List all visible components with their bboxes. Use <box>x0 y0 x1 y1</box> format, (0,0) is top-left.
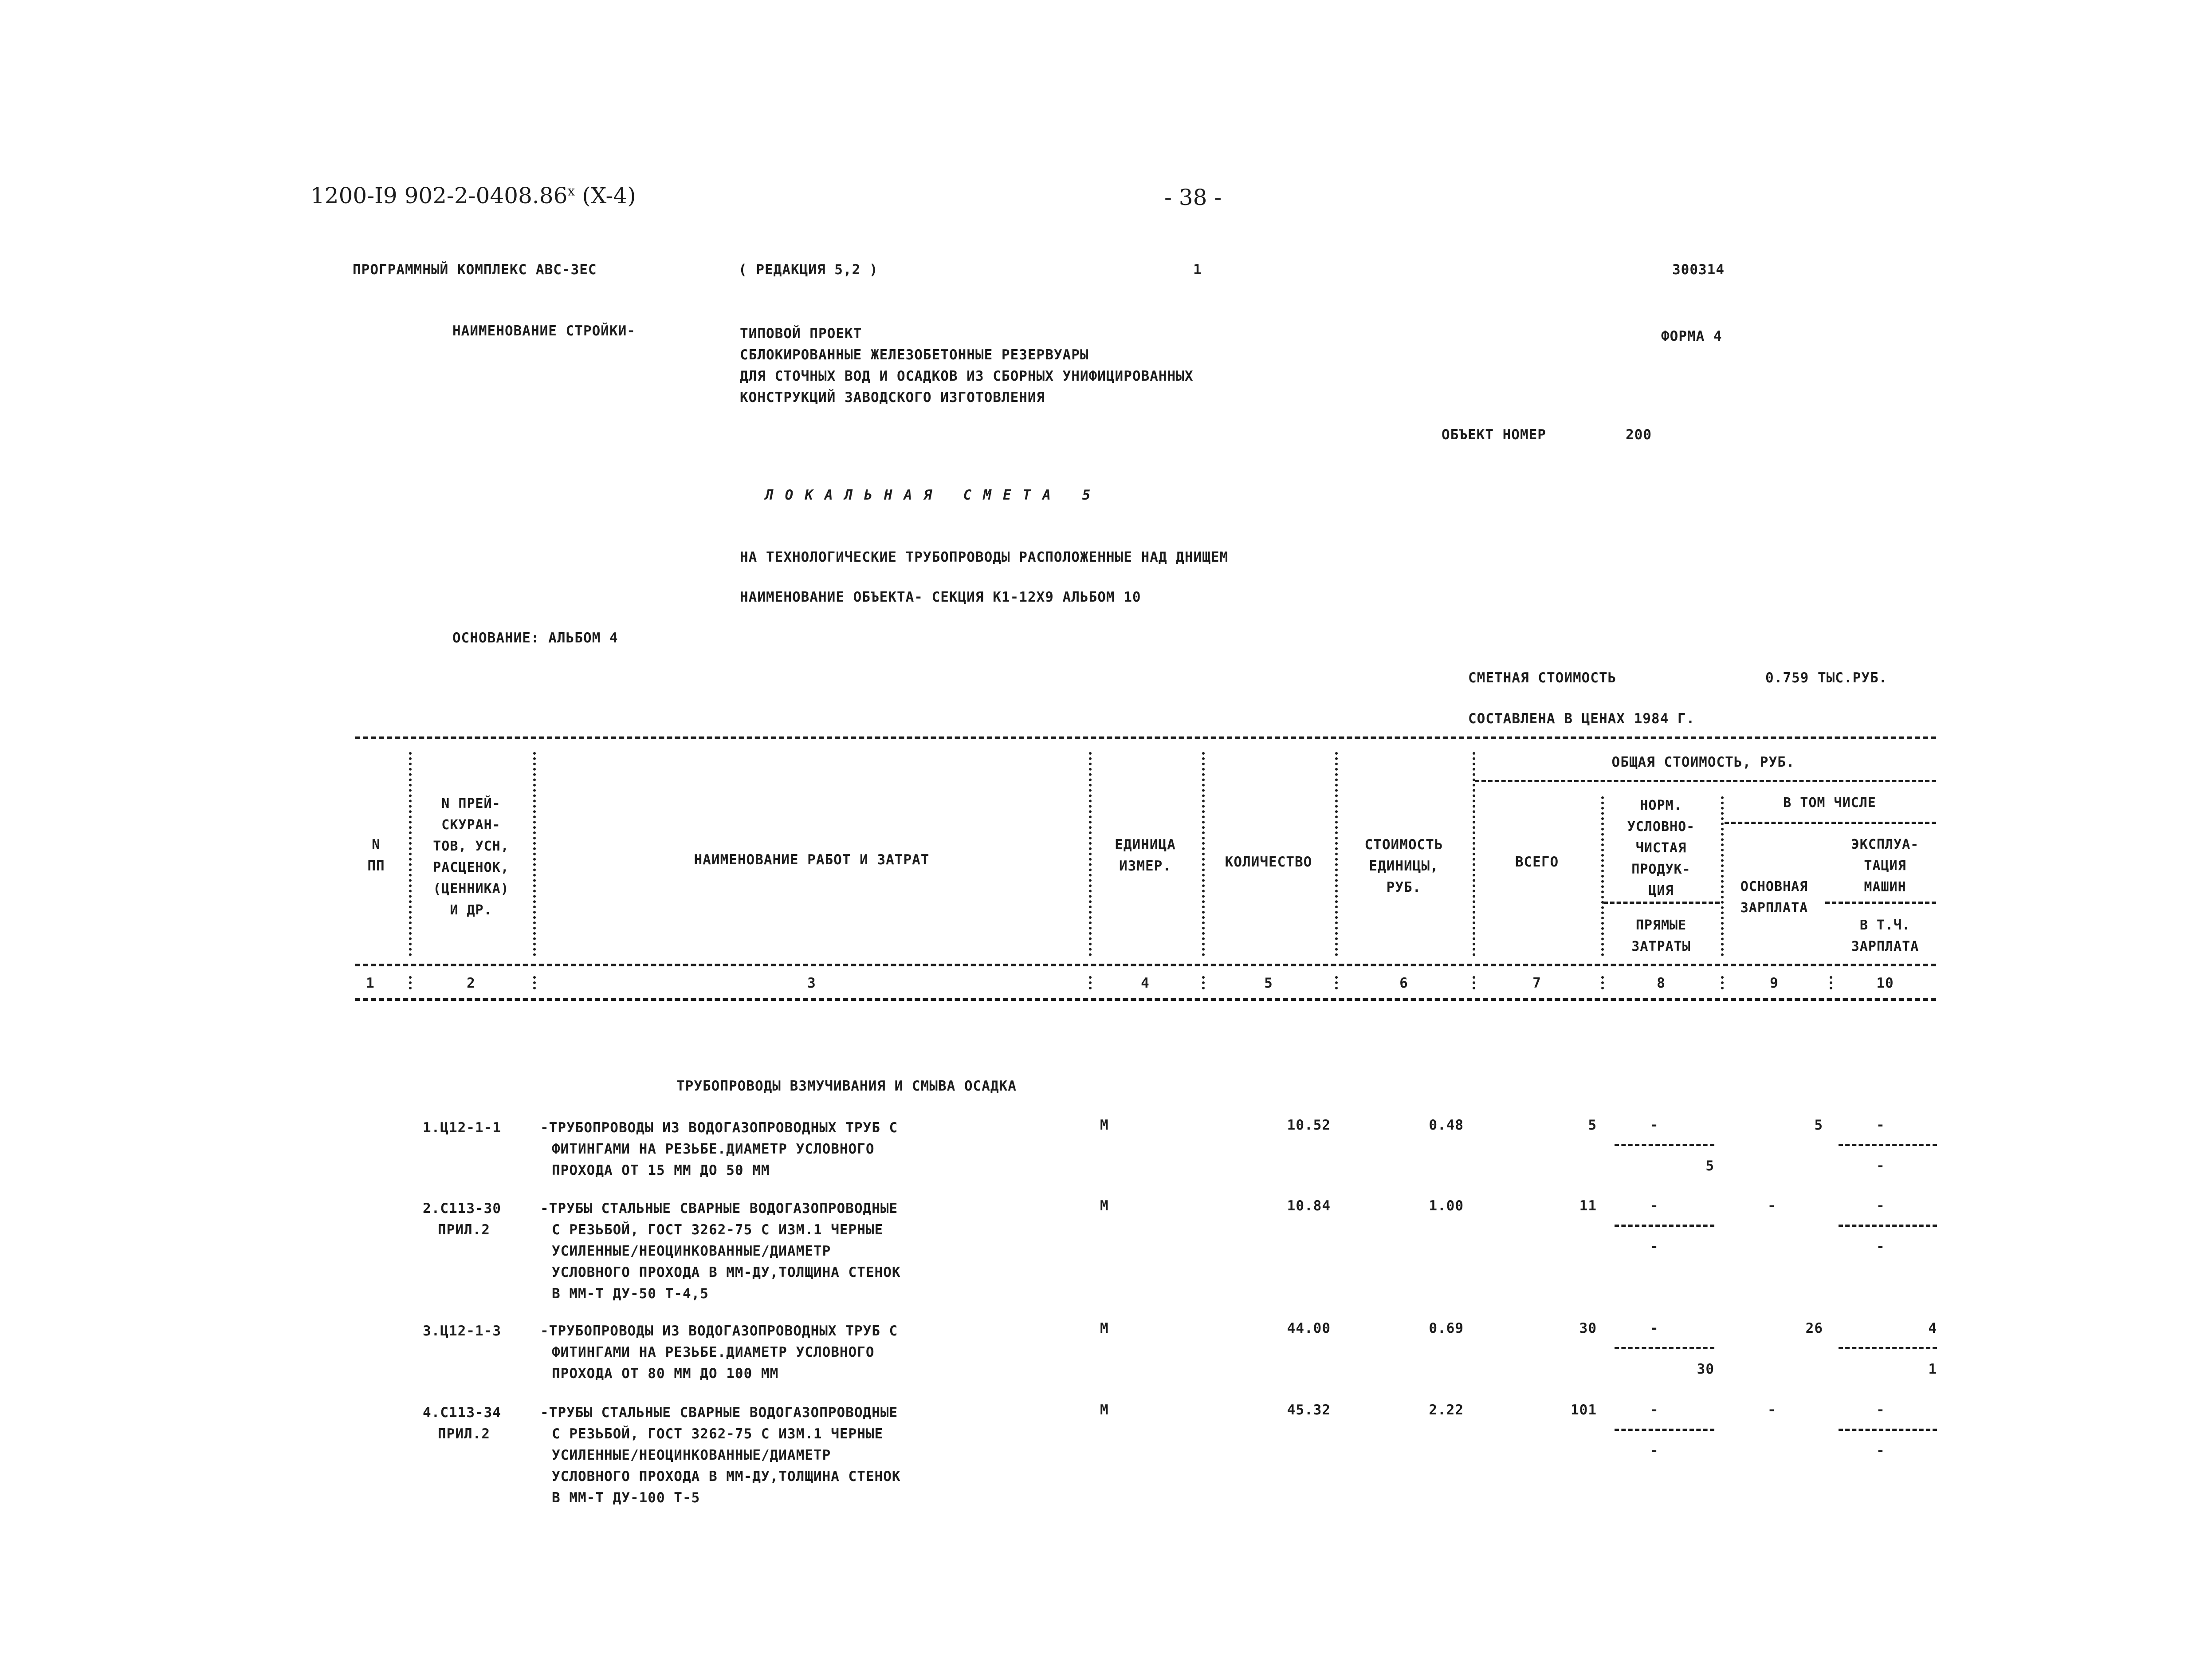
row-split-rule <box>1615 1429 1714 1431</box>
col-number: 5 <box>1264 975 1273 991</box>
row-code-line: ПРИЛ.2 <box>438 1426 490 1442</box>
row-description-line: -ТРУБЫ СТАЛЬНЫЕ СВАРНЫЕ ВОДОГАЗОПРОВОДНЫЕ <box>540 1201 898 1217</box>
row-net-production: - <box>1650 1320 1659 1336</box>
row-description-line: УСИЛЕННЫЕ/НЕОЦИНКОВАННЫЕ/ДИАМЕТР <box>552 1243 831 1259</box>
row-unit: М <box>1100 1198 1109 1214</box>
row-code <box>423 1117 501 1138</box>
col-number: 3 <box>807 975 816 991</box>
col-header-line: ЗАРПЛАТА <box>1851 939 1919 954</box>
col-header-line: СКУРАН- <box>441 817 501 833</box>
col-header-number <box>367 834 385 877</box>
col-header-direct-costs <box>1631 915 1690 957</box>
row-unit: М <box>1100 1402 1109 1418</box>
row-description-line: В ММ-Т ДУ-50 Т-4,5 <box>552 1286 709 1302</box>
col-header-line: ЧИСТАЯ <box>1635 840 1687 856</box>
col-separator <box>1721 976 1724 989</box>
col-separator <box>1721 796 1724 956</box>
col-header-line: N <box>372 837 381 853</box>
row-unit: М <box>1100 1117 1109 1133</box>
col-separator <box>533 752 536 956</box>
col-separator <box>1473 976 1475 989</box>
col-header-line: ТОВ, УСН, <box>433 839 509 854</box>
col-header-total: ВСЕГО <box>1515 854 1559 870</box>
col-separator <box>409 976 412 989</box>
construction-line: КОНСТРУКЦИЙ ЗАВОДСКОГО ИЗГОТОВЛЕНИЯ <box>740 390 1045 406</box>
col-header-line: НОРМ. <box>1640 798 1682 813</box>
sheet-index: 1 <box>1193 262 1202 278</box>
table-top-rule <box>355 736 1936 739</box>
row-description <box>540 1117 898 1181</box>
header-subrule <box>1725 822 1936 824</box>
row-split-rule <box>1615 1144 1714 1146</box>
software-edition: ( РЕДАКЦИЯ 5,2 ) <box>739 262 878 278</box>
col-separator <box>1601 976 1604 989</box>
row-base-salary: 5 <box>1814 1117 1823 1133</box>
col-header-base-salary <box>1741 876 1808 919</box>
col-header-line: РАСЦЕНОК, <box>433 860 509 875</box>
row-quantity: 45.32 <box>1287 1402 1331 1418</box>
col-header-line: ЭКСПЛУА- <box>1851 837 1919 852</box>
page-number: - 38 - <box>1164 185 1222 210</box>
row-split-rule <box>1839 1347 1937 1349</box>
row-description <box>540 1198 901 1304</box>
header-subrule <box>1475 780 1936 782</box>
col-header-line: МАШИН <box>1864 879 1906 895</box>
col-separator <box>1335 976 1338 989</box>
row-split-rule <box>1839 1429 1937 1431</box>
col-header-line: СТОИМОСТЬ <box>1364 837 1443 853</box>
col-header-line: РУБ. <box>1386 879 1422 895</box>
row-net-production: - <box>1650 1117 1659 1133</box>
row-machine-salary: - <box>1876 1239 1885 1255</box>
document-title: ЛОКАЛЬНАЯ СМЕТА 5 <box>765 487 1102 503</box>
row-direct-costs: 30 <box>1697 1361 1714 1377</box>
row-machines: - <box>1876 1402 1885 1418</box>
col-number: 2 <box>467 975 475 991</box>
col-header-line: УСЛОВНО- <box>1627 819 1695 835</box>
header-subrule <box>1603 902 1720 904</box>
row-code <box>423 1320 501 1342</box>
col-header-code <box>433 793 509 921</box>
row-machine-salary: - <box>1876 1443 1885 1459</box>
row-total: 101 <box>1571 1402 1597 1418</box>
col-header-line: ЕДИНИЦА <box>1115 837 1176 853</box>
header-subrule <box>1825 902 1936 904</box>
row-machine-salary: 1 <box>1928 1361 1937 1377</box>
section-title: ТРУБОПРОВОДЫ ВЗМУЧИВАНИЯ И СМЫВА ОСАДКА <box>676 1078 1017 1094</box>
estimate-subject: НА ТЕХНОЛОГИЧЕСКИЕ ТРУБОПРОВОДЫ РАСПОЛОЖЕННЫЕ НАД ДНИЩЕМ <box>740 549 1229 565</box>
col-separator <box>409 752 412 956</box>
row-code-line: 3.Ц12-1-3 <box>423 1323 501 1339</box>
row-description-line: -ТРУБЫ СТАЛЬНЫЕ СВАРНЫЕ ВОДОГАЗОПРОВОДНЫЕ <box>540 1405 898 1421</box>
row-net-production: - <box>1650 1198 1659 1214</box>
row-description-line: -ТРУБОПРОВОДЫ ИЗ ВОДОГАЗОПРОВОДНЫХ ТРУБ С <box>540 1120 898 1136</box>
col-number: 7 <box>1532 975 1541 991</box>
table-numbers-rule <box>355 998 1936 1001</box>
col-header-net-production <box>1627 795 1695 902</box>
col-number: 6 <box>1399 975 1408 991</box>
row-quantity: 10.84 <box>1287 1198 1331 1214</box>
row-description-line: В ММ-Т ДУ-100 Т-5 <box>552 1490 700 1506</box>
col-header-line: ПП <box>367 858 385 874</box>
row-machines: - <box>1876 1198 1885 1214</box>
document-code: 300314 <box>1672 262 1725 278</box>
row-code-line: 4.С113-34 <box>423 1405 501 1421</box>
col-separator <box>1089 976 1092 989</box>
col-header-line: ЗАРПЛАТА <box>1740 900 1808 916</box>
col-separator <box>1830 976 1832 989</box>
col-separator <box>1089 752 1092 956</box>
row-description-line: -ТРУБОПРОВОДЫ ИЗ ВОДОГАЗОПРОВОДНЫХ ТРУБ С <box>540 1323 898 1339</box>
row-split-rule <box>1839 1225 1937 1227</box>
construction-label: НАИМЕНОВАНИЕ СТРОЙКИ- <box>452 323 636 339</box>
row-direct-costs: - <box>1650 1239 1659 1255</box>
row-split-rule <box>1615 1225 1714 1227</box>
object-number: 200 <box>1626 427 1652 443</box>
col-header-description: НАИМЕНОВАНИЕ РАБОТ И ЗАТРАТ <box>694 852 930 868</box>
col-header-line: В Т.Ч. <box>1859 918 1911 933</box>
row-base-salary: - <box>1768 1402 1776 1418</box>
row-net-production: - <box>1650 1402 1659 1418</box>
row-description-line: ПРОХОДА ОТ 15 ММ ДО 50 ММ <box>552 1162 770 1178</box>
basis: ОСНОВАНИЕ: АЛЬБОМ 4 <box>452 630 618 646</box>
row-description-line: ФИТИНГАМИ НА РЕЗЬБЕ.ДИАМЕТР УСЛОВНОГО <box>552 1141 875 1157</box>
row-total: 30 <box>1579 1320 1597 1336</box>
col-separator <box>533 976 536 989</box>
col-header-unit-price <box>1365 834 1443 898</box>
row-split-rule <box>1839 1144 1937 1146</box>
col-header-line: ЗАТРАТЫ <box>1631 939 1691 954</box>
row-base-salary: - <box>1768 1198 1776 1214</box>
row-description-line: УСЛОВНОГО ПРОХОДА В ММ-ДУ,ТОЛЩИНА СТЕНОК <box>552 1264 901 1280</box>
row-direct-costs: 5 <box>1705 1158 1714 1174</box>
col-header-line: И ДР. <box>450 902 492 918</box>
row-unit-price: 0.69 <box>1429 1320 1464 1336</box>
col-header-line: ЕДИНИЦЫ, <box>1369 858 1439 874</box>
col-header-unit <box>1115 834 1176 877</box>
col-number: 10 <box>1876 975 1894 991</box>
row-description-line: ФИТИНГАМИ НА РЕЗЬБЕ.ДИАМЕТР УСЛОВНОГО <box>552 1344 875 1360</box>
row-direct-costs: - <box>1650 1443 1659 1459</box>
col-separator <box>1202 976 1205 989</box>
construction-name <box>740 323 1194 408</box>
row-unit: М <box>1100 1320 1109 1336</box>
row-quantity: 44.00 <box>1287 1320 1331 1336</box>
row-description <box>540 1402 901 1508</box>
row-total: 11 <box>1579 1198 1597 1214</box>
row-unit-price: 1.00 <box>1429 1198 1464 1214</box>
col-header-total-cost: ОБЩАЯ СТОИМОСТЬ, РУБ. <box>1611 754 1795 770</box>
col-header-line: ИЗМЕР. <box>1119 858 1171 874</box>
table-header-rule <box>355 964 1936 966</box>
sheet-code-tail: (X-4) <box>575 183 636 209</box>
col-separator <box>1335 752 1338 956</box>
object-name: НАИМЕНОВАНИЕ ОБЪЕКТА- СЕКЦИЯ К1-12Х9 АЛЬБОМ 10 <box>740 589 1141 605</box>
sheet-code <box>310 183 636 209</box>
row-machines: 4 <box>1928 1320 1937 1336</box>
col-header-machine-salary <box>1851 915 1919 957</box>
row-code <box>423 1402 501 1445</box>
col-header-line: ПРЯМЫЕ <box>1635 918 1687 933</box>
row-total: 5 <box>1588 1117 1597 1133</box>
col-header-including: В ТОМ ЧИСЛЕ <box>1783 795 1876 811</box>
col-header-line: N ПРЕЙ- <box>441 796 501 811</box>
estimated-cost-value: 0.759 ТЫС.РУБ. <box>1765 670 1888 686</box>
construction-line: ТИПОВОЙ ПРОЕКТ <box>740 326 862 342</box>
software-name: ПРОГРАММНЫЙ КОМПЛЕКС АВС-ЗЕС <box>353 262 597 278</box>
row-description-line: ПРОХОДА ОТ 80 ММ ДО 100 ММ <box>552 1366 779 1382</box>
col-number: 1 <box>366 975 375 991</box>
row-unit-price: 0.48 <box>1429 1117 1464 1133</box>
col-separator <box>1473 752 1475 956</box>
object-number-label: ОБЪЕКТ НОМЕР <box>1442 427 1546 443</box>
col-header-line: ПРОДУК- <box>1631 862 1691 877</box>
col-header-line: ЦИЯ <box>1648 883 1674 898</box>
col-header-line: (ЦЕННИКА) <box>433 881 509 897</box>
construction-line: ДЛЯ СТОЧНЫХ ВОД И ОСАДКОВ ИЗ СБОРНЫХ УНИФИЦИРОВАННЫХ <box>740 368 1194 384</box>
col-separator <box>1202 752 1205 956</box>
sheet-code-main: 1200-I9 902-2-0408.86 <box>310 183 568 209</box>
row-base-salary: 26 <box>1805 1320 1823 1336</box>
row-description <box>540 1320 898 1384</box>
form-number: ФОРМА 4 <box>1661 328 1722 344</box>
row-description-line: С РЕЗЬБОЙ, ГОСТ 3262-75 С ИЗМ.1 ЧЕРНЫЕ <box>552 1426 884 1442</box>
price-basis: СОСТАВЛЕНА В ЦЕНАХ 1984 Г. <box>1468 711 1695 727</box>
row-machine-salary: - <box>1876 1158 1885 1174</box>
col-number: 9 <box>1770 975 1779 991</box>
row-code-line: 2.С113-30 <box>423 1201 501 1217</box>
col-header-quantity: КОЛИЧЕСТВО <box>1225 854 1312 870</box>
row-code-line: 1.Ц12-1-1 <box>423 1120 501 1136</box>
row-unit-price: 2.22 <box>1429 1402 1464 1418</box>
col-header-line: ТАЦИЯ <box>1864 858 1906 874</box>
estimated-cost-label: СМЕТНАЯ СТОИМОСТЬ <box>1468 670 1617 686</box>
row-description-line: С РЕЗЬБОЙ, ГОСТ 3262-75 С ИЗМ.1 ЧЕРНЫЕ <box>552 1222 884 1238</box>
row-quantity: 10.52 <box>1287 1117 1331 1133</box>
construction-line: СБЛОКИРОВАННЫЕ ЖЕЛЕЗОБЕТОННЫЕ РЕЗЕРВУАРЫ <box>740 347 1089 363</box>
col-number: 8 <box>1657 975 1666 991</box>
row-split-rule <box>1615 1347 1714 1349</box>
row-machines: - <box>1876 1117 1885 1133</box>
row-description-line: УСИЛЕННЫЕ/НЕОЦИНКОВАННЫЕ/ДИАМЕТР <box>552 1447 831 1463</box>
row-code <box>423 1198 501 1241</box>
row-code-line: ПРИЛ.2 <box>438 1222 490 1238</box>
col-header-machines <box>1851 834 1919 898</box>
sheet-code-sup: x <box>567 183 575 199</box>
col-header-line: ОСНОВНАЯ <box>1740 879 1808 894</box>
col-separator <box>1601 796 1604 956</box>
row-description-line: УСЛОВНОГО ПРОХОДА В ММ-ДУ,ТОЛЩИНА СТЕНОК <box>552 1469 901 1485</box>
col-number: 4 <box>1141 975 1150 991</box>
